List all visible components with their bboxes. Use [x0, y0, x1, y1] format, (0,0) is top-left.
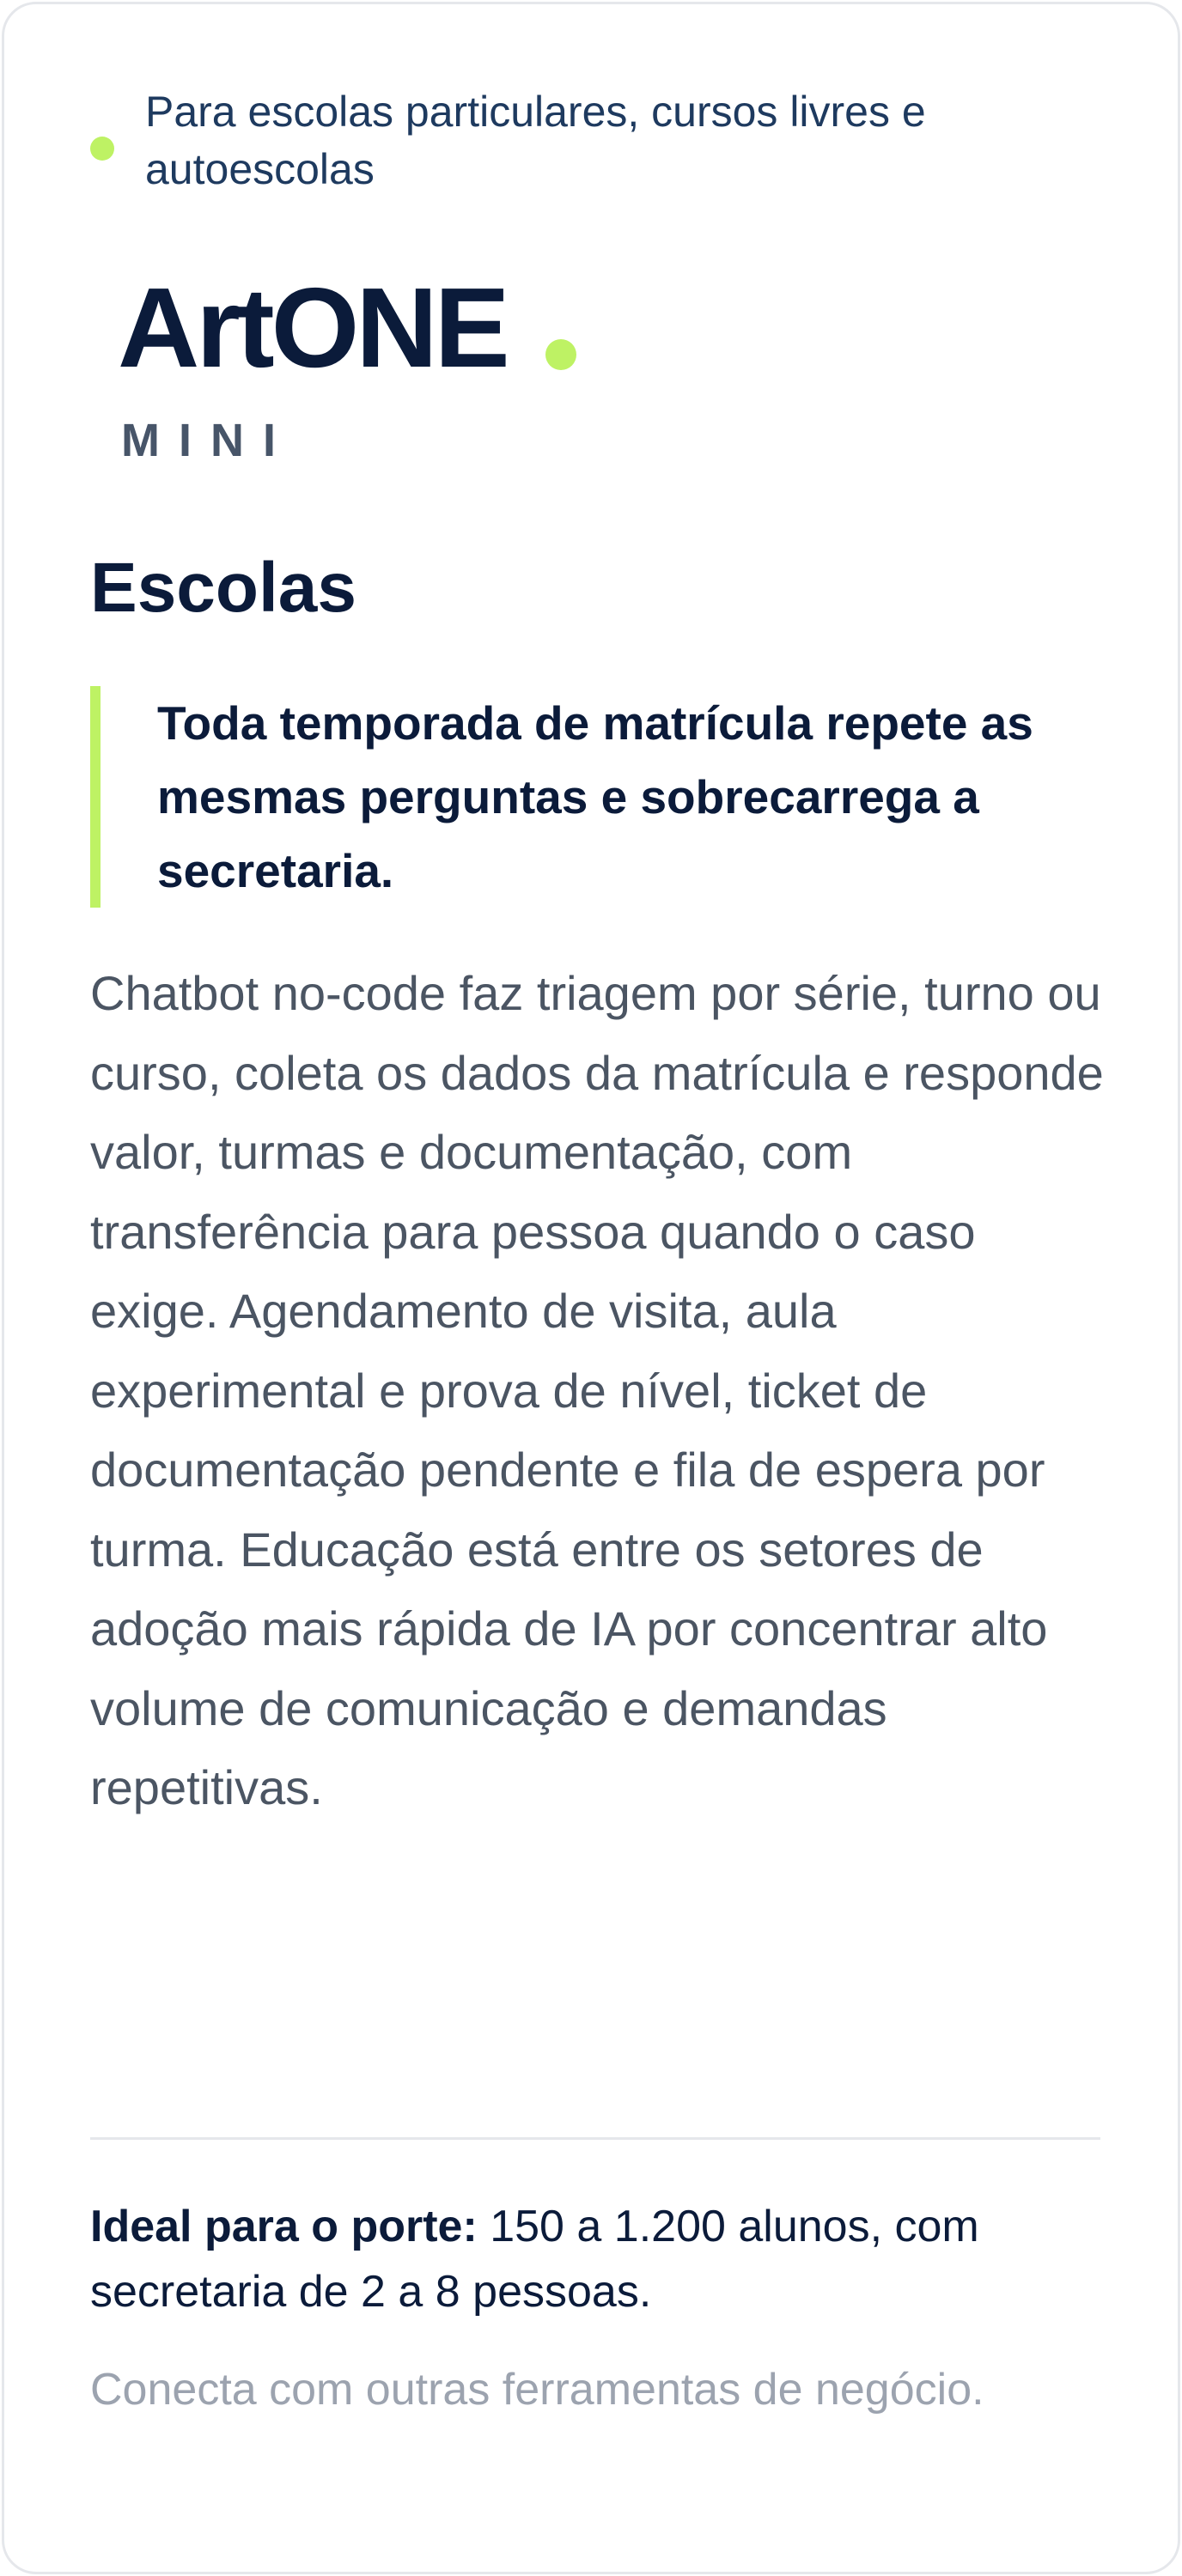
ideal-size: [90, 2194, 1112, 2324]
segment-title: Escolas: [90, 549, 356, 627]
ideal-value: 150 a 1.200 alunos, com secretaria de 2 a 8 pessoas.: [90, 2202, 979, 2317]
logo-dot-icon: [545, 339, 576, 370]
segment-description: Chatbot no-code faz triagem por série, turno ou curso, coleta os dados da matrícula e responde valor, turmas e documentação, com transferência para pessoa quando o caso exige. Agendamento de visita, aula experimental e prova de nível, ticket de documentação pendente e fila de espera por turma. Educação está entre os setores de adoção mais rápida de IA por concentrar alto volume de comunicação e demandas repetitivas.: [90, 966, 1104, 1814]
segment-card: [2, 2, 1180, 2574]
tagline-text: Para escolas particulares, cursos livres e autoescolas: [145, 88, 926, 193]
ideal-label: Ideal para o porte:: [90, 2202, 478, 2251]
divider: [90, 2137, 1100, 2140]
pain-point-quote: Toda temporada de matrícula repete as mesmas perguntas e sobrecarrega a secretaria.: [90, 686, 1104, 908]
logo-wordmark: ArtONE: [118, 264, 507, 391]
connect-note: Conecta com outras ferramentas de negócio.: [90, 2365, 984, 2415]
logo-subtitle: MINI: [121, 415, 295, 466]
product-logo: [118, 264, 633, 470]
audience-tagline: [90, 83, 1104, 198]
bullet-dot-icon: [90, 137, 114, 161]
